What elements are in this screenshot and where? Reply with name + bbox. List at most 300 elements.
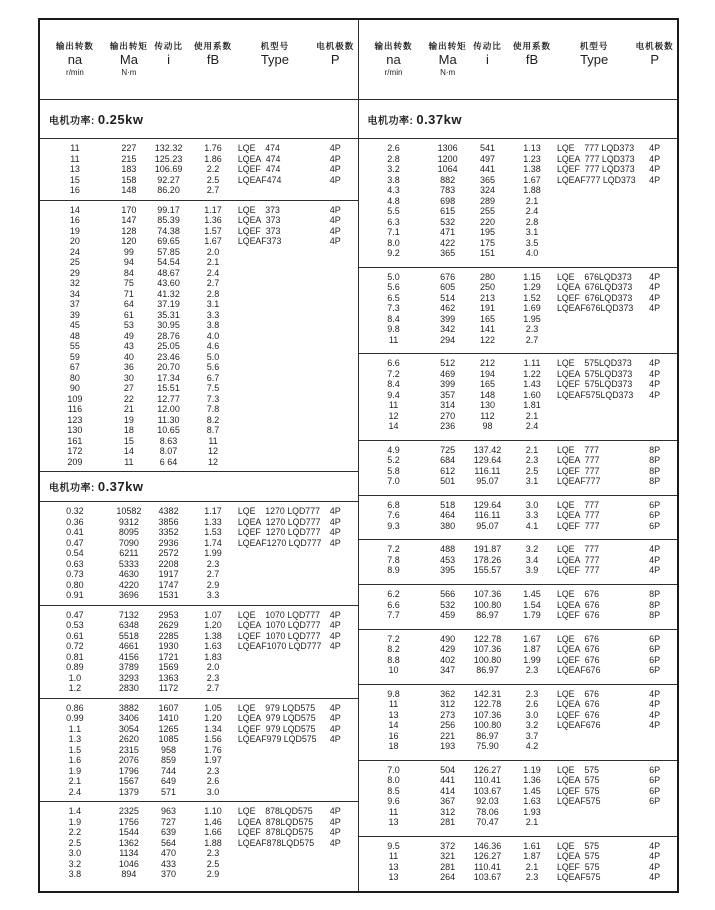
fb-cell: 1.17 [204, 506, 222, 516]
table-row [40, 838, 358, 849]
fb-cell: 1.33 [204, 516, 222, 527]
ratio-group-block [359, 630, 678, 685]
table-row [40, 662, 358, 673]
ma-cell: 40 [123, 351, 134, 362]
ratio-cell: 122 [479, 334, 495, 345]
type-cell [237, 569, 313, 580]
ma-cell: 1064 [437, 164, 458, 174]
column-header-unit: N·m [121, 68, 137, 78]
ma-cell: 1200 [437, 153, 458, 164]
na-cell: 16 [388, 730, 399, 741]
poles-cell: 4P [329, 537, 341, 548]
na-cell: 1.3 [68, 734, 82, 744]
ma-cell: 684 [440, 455, 456, 466]
ratio-cell: 74.38 [157, 225, 180, 236]
table-row [359, 455, 678, 466]
ratio-cell: 122.78 [473, 699, 502, 710]
poles-cell [313, 352, 357, 363]
fb-cell: 1.67 [523, 174, 541, 185]
table-row [359, 872, 678, 883]
na-cell: 6.6 [387, 599, 400, 610]
type-cell: LQEF 777 [556, 565, 600, 576]
column-header-symbol: na [386, 52, 401, 68]
power-rating-band [40, 472, 358, 502]
type-cell [237, 673, 313, 684]
type-cell: LQE 474 [237, 143, 280, 153]
type-cell: LQEF 777 LQD373 [556, 164, 635, 174]
na-cell: 3.8 [387, 174, 400, 185]
fb-cell: 2.1 [525, 195, 539, 206]
ratio-cell: 70.47 [476, 817, 499, 828]
na-cell: 1.4 [68, 806, 82, 816]
column-header-cn: 电机极数 [316, 40, 355, 51]
type-cell: LQEAF575 [556, 796, 601, 807]
ratio-cell: 129.64 [473, 455, 502, 466]
fb-cell: 2.3 [525, 688, 539, 699]
na-cell: 8.9 [387, 565, 400, 576]
fb-cell: 1.87 [523, 851, 541, 862]
na-cell: 0.80 [66, 579, 84, 590]
fb-cell: 1.05 [204, 702, 222, 713]
ratio-cell: 17.34 [157, 372, 180, 383]
ratio-group-block [359, 354, 678, 441]
ratio-cell: 103.67 [473, 785, 502, 796]
poles-cell: 4P [649, 368, 661, 379]
fb-cell: 1.23 [523, 153, 541, 164]
ma-cell: 321 [440, 851, 456, 862]
column-header-symbol: P [650, 52, 659, 68]
poles-cell: 8P [649, 589, 661, 600]
fb-cell: 1.60 [523, 389, 541, 400]
na-cell: 161 [67, 435, 83, 446]
ratio-cell: 107.36 [473, 589, 502, 600]
ratio-group-block [359, 139, 678, 268]
ma-cell: 347 [440, 665, 456, 676]
na-cell: 0.86 [66, 702, 84, 713]
poles-cell: 6P [649, 654, 661, 665]
table-row [40, 713, 358, 724]
ratio-cell: 116.11 [474, 510, 501, 521]
ratio-cell: 126.27 [473, 851, 502, 862]
type-cell: LQEA 1270 LQD777 [237, 516, 321, 527]
ma-cell: 605 [440, 282, 456, 293]
ma-cell: 227 [121, 143, 137, 153]
type-cell [556, 238, 632, 249]
column-header-unit [148, 68, 189, 77]
fb-cell: 2.7 [206, 683, 220, 693]
ratio-cell: 78.06 [476, 806, 499, 817]
type-cell: LQEF 575 [556, 785, 600, 796]
na-cell: 67 [69, 362, 80, 372]
type-cell: LQEAF777 [556, 476, 601, 487]
fb-cell: 2.8 [206, 288, 220, 299]
ratio-cell: 100.80 [473, 599, 502, 610]
fb-cell: 2.0 [206, 246, 220, 257]
ma-cell: 615 [440, 206, 456, 216]
na-cell: 1.9 [68, 765, 82, 776]
ratio-cell: 2936 [158, 537, 179, 548]
na-cell: 1.6 [68, 755, 82, 765]
ratio-cell: 3352 [158, 527, 179, 537]
ratio-group-block [40, 502, 358, 606]
na-cell: 12 [388, 410, 399, 421]
fb-cell: 8.2 [206, 414, 220, 425]
ratio-cell: 112 [480, 410, 495, 421]
ma-cell: 312 [440, 806, 456, 817]
poles-cell: 4P [329, 506, 341, 516]
ratio-cell: 433 [161, 858, 177, 869]
table-row [359, 282, 678, 293]
ratio-cell: 130 [479, 400, 495, 411]
power-rating-label: 电机功率: [49, 115, 95, 127]
table-row [40, 641, 358, 652]
type-cell: LQEA 777 [556, 455, 600, 466]
poles-cell: 4P [649, 271, 661, 282]
table-row [359, 445, 678, 456]
type-cell: LQEA 878LQD575 [237, 816, 314, 827]
ma-cell: 193 [440, 741, 456, 752]
fb-cell: 12 [208, 446, 219, 456]
type-cell: LQE 676 [556, 688, 599, 699]
poles-cell: 4P [649, 554, 661, 565]
ratio-cell: 1569 [158, 662, 179, 672]
ratio-group-block [40, 201, 358, 473]
type-cell: LQEA 777 LQD373 [556, 153, 635, 164]
column-header-cn: 输出转矩 [109, 40, 148, 51]
type-cell [556, 421, 632, 432]
fb-cell: 1.53 [204, 527, 222, 537]
ratio-cell: 86.97 [476, 665, 499, 676]
fb-cell: 1.45 [523, 589, 541, 600]
type-cell: LQEAF474 [237, 174, 282, 185]
poles-cell [313, 457, 357, 468]
table-row [40, 310, 358, 321]
ma-cell: 99 [123, 246, 134, 257]
poles-cell: 8P [649, 465, 661, 476]
ratio-cell: 100.80 [473, 654, 502, 665]
ratio-group-block [359, 585, 678, 630]
type-cell: LQEA 373 [237, 215, 281, 225]
ratio-cell: 116.11 [474, 465, 501, 476]
na-cell: 14 [388, 720, 399, 731]
fb-cell: 3.3 [525, 510, 539, 521]
poles-cell [313, 869, 357, 880]
column-header-p [632, 42, 677, 78]
fb-cell: 4.0 [525, 248, 539, 258]
poles-cell [632, 248, 677, 259]
type-cell [556, 324, 632, 335]
table-row [40, 175, 358, 186]
poles-cell: 4P [329, 641, 341, 651]
ma-cell: 36 [123, 362, 134, 372]
ma-cell: 462 [440, 303, 456, 314]
fb-cell: 3.2 [525, 544, 539, 555]
type-cell [556, 741, 632, 752]
table-row [359, 175, 678, 186]
type-cell [237, 548, 313, 559]
na-cell: 7.6 [387, 510, 400, 521]
column-header-cn: 输出转矩 [428, 40, 467, 51]
type-cell: LQE 676LQD373 [556, 271, 632, 282]
ratio-cell: 23.46 [157, 351, 180, 362]
table-row [40, 320, 358, 331]
table-row [40, 164, 358, 175]
table-row [40, 331, 358, 342]
ma-cell: 61 [123, 309, 134, 320]
table-row [40, 226, 358, 237]
ma-cell: 158 [121, 174, 137, 185]
type-cell [237, 425, 313, 436]
type-cell [237, 787, 313, 798]
column-header-symbol: Ma [438, 52, 457, 68]
ratio-cell: 57.85 [157, 246, 180, 257]
fb-cell: 1.34 [204, 723, 222, 734]
ratio-cell: 151 [479, 248, 495, 258]
fb-cell: 1.63 [204, 641, 222, 651]
na-cell: 109 [67, 393, 83, 404]
fb-cell: 1.38 [204, 630, 222, 641]
column-header-cn: 使用系数 [513, 40, 552, 51]
na-cell: 14 [388, 421, 399, 432]
type-cell [237, 446, 313, 457]
column-header-cn: 机型号 [260, 40, 290, 51]
ma-cell: 342 [440, 324, 456, 335]
table-row [40, 734, 358, 745]
na-cell: 6.5 [387, 292, 400, 303]
na-cell: 16 [69, 215, 80, 225]
poles-cell [632, 400, 677, 411]
ratio-cell: 571 [161, 786, 177, 797]
type-cell: LQEA 777 [556, 554, 600, 565]
table-row [359, 335, 678, 346]
ratio-cell: 441 [479, 164, 495, 174]
table-row [359, 817, 678, 828]
table-row [40, 268, 358, 279]
ratio-cell: 564 [161, 837, 177, 848]
type-cell: LQEAF979 LQD575 [237, 734, 317, 744]
ratio-cell: 727 [161, 816, 177, 827]
fb-cell: 1.38 [523, 164, 541, 174]
na-cell: 0.61 [66, 630, 84, 641]
na-cell: 11 [70, 143, 80, 153]
na-cell: 4.8 [387, 195, 400, 206]
fb-cell: 2.3 [206, 558, 220, 569]
ratio-cell: 41.32 [157, 288, 180, 299]
fb-cell: 1.69 [523, 303, 541, 314]
fb-cell: 2.7 [206, 185, 220, 195]
ma-cell: 147 [121, 215, 137, 225]
ratio-group-block [40, 139, 358, 201]
poles-cell: 8P [649, 444, 661, 455]
type-cell [556, 196, 632, 207]
type-cell: LQE 575 [556, 840, 599, 851]
power-rating-label: 电机功率: [49, 483, 95, 494]
ratio-group-block [40, 699, 358, 803]
table-row [40, 817, 358, 828]
type-cell [556, 314, 632, 325]
panel-right [359, 20, 678, 891]
table-row [40, 766, 358, 777]
fb-cell: 1.15 [523, 271, 541, 282]
ratio-cell: 2953 [158, 609, 179, 620]
fb-cell: 2.7 [206, 569, 220, 579]
column-header-cn: 机型号 [579, 40, 609, 51]
na-cell: 0.36 [66, 516, 84, 527]
type-cell: LQEAF1070 LQD777 [237, 641, 322, 651]
column-header-cn: 传动比 [154, 40, 183, 51]
ma-cell: 1567 [118, 776, 139, 786]
fb-cell: 2.3 [525, 665, 539, 676]
na-cell: 0.72 [66, 641, 84, 651]
fb-cell: 1.99 [204, 548, 222, 558]
poles-cell: 4P [329, 827, 341, 837]
ratio-cell: 103.67 [473, 872, 502, 883]
poles-cell: 4P [649, 174, 661, 185]
fb-cell: 1.95 [523, 313, 541, 324]
fb-cell: 11 [208, 435, 218, 446]
na-cell: 6.2 [387, 589, 400, 600]
ma-cell: 11 [124, 456, 134, 467]
table-row [359, 411, 678, 422]
na-cell: 9.8 [387, 324, 400, 335]
ma-cell: 2076 [118, 755, 139, 765]
na-cell: 29 [69, 267, 80, 278]
table-row [359, 369, 678, 380]
type-cell [237, 383, 313, 394]
table-row [40, 631, 358, 642]
column-header-na [40, 42, 110, 78]
ma-cell: 2830 [118, 683, 139, 693]
na-cell: 13 [69, 164, 80, 174]
table-row [359, 324, 678, 335]
table-row [359, 665, 678, 676]
ma-cell: 294 [440, 334, 456, 345]
type-cell [237, 415, 313, 426]
type-cell: LQEA 575 [556, 851, 600, 862]
na-cell: 5.5 [387, 206, 400, 216]
ma-cell: 1796 [118, 765, 139, 776]
ratio-cell: 497 [479, 153, 495, 164]
poles-cell: 4P [329, 713, 341, 723]
poles-cell: 4P [649, 720, 661, 731]
type-cell [237, 352, 313, 363]
fb-cell: 1.88 [204, 837, 222, 848]
ratio-cell: 1607 [158, 702, 179, 713]
ratio-cell: 1085 [158, 734, 179, 744]
ma-cell: 30 [123, 372, 134, 383]
na-cell: 19 [69, 225, 80, 236]
ma-cell: 532 [440, 216, 456, 227]
type-cell: LQE 575 [556, 764, 599, 775]
ma-cell: 488 [440, 544, 456, 555]
poles-cell: 8P [649, 610, 661, 621]
table-row [40, 745, 358, 756]
table-row [359, 807, 678, 818]
ratio-cell: 35.31 [157, 309, 180, 320]
ma-cell: 399 [440, 313, 456, 324]
fb-cell: 3.8 [206, 320, 220, 330]
ma-cell: 362 [440, 688, 456, 699]
column-header-cn: 输出转数 [55, 40, 94, 51]
type-cell: LQEF 575LQD373 [556, 379, 633, 390]
ma-cell: 314 [440, 400, 456, 411]
table-row [40, 652, 358, 663]
ratio-cell: 69.65 [157, 236, 180, 246]
fb-cell: 2.3 [206, 672, 220, 683]
ma-cell: 27 [123, 383, 134, 393]
poles-cell [313, 745, 357, 756]
ma-cell: 4156 [118, 651, 139, 662]
ratio-cell: 48.67 [157, 267, 180, 278]
ratio-cell: 86.97 [476, 610, 499, 621]
table-row [359, 720, 678, 731]
na-cell: 2.2 [68, 827, 82, 837]
fb-cell: 1.74 [204, 537, 222, 548]
fb-cell: 1.46 [204, 816, 222, 827]
type-cell [556, 411, 632, 422]
table-row [40, 806, 358, 817]
ma-cell: 1379 [118, 786, 139, 797]
ratio-group-block [359, 837, 678, 891]
na-cell: 8.5 [387, 785, 400, 796]
table-row [359, 600, 678, 611]
table-row [359, 775, 678, 786]
ratio-cell: 541 [479, 143, 495, 153]
ma-cell: 49 [123, 330, 134, 341]
na-cell: 59 [69, 351, 80, 362]
poles-cell: 4P [329, 164, 341, 174]
poles-cell: 4P [649, 164, 661, 174]
type-cell [237, 362, 313, 373]
ratio-cell: 195 [479, 227, 495, 237]
ratio-group-block [359, 685, 678, 761]
ratio-cell: 324 [479, 185, 495, 195]
na-cell: 0.32 [66, 506, 84, 516]
poles-cell [313, 569, 357, 580]
fb-cell: 1.13 [523, 143, 541, 153]
ma-cell: 490 [440, 633, 456, 644]
ma-cell: 18 [123, 425, 134, 435]
ma-cell: 281 [440, 817, 456, 828]
poles-cell: 8P [649, 476, 661, 487]
fb-cell: 7.5 [206, 383, 220, 393]
type-cell: LQE 1270 LQD777 [237, 506, 320, 516]
fb-cell: 4.2 [525, 741, 539, 752]
ma-cell: 3696 [118, 590, 139, 600]
na-cell: 13 [388, 872, 399, 883]
fb-cell: 2.8 [525, 216, 539, 227]
fb-cell: 3.1 [206, 299, 220, 309]
fb-cell: 2.4 [525, 421, 539, 432]
na-cell: 24 [69, 246, 80, 257]
fb-cell: 2.1 [525, 410, 539, 421]
na-cell: 5.8 [387, 465, 400, 476]
table-row [359, 500, 678, 511]
poles-cell [632, 411, 677, 422]
ma-cell: 459 [440, 610, 456, 621]
table-row [40, 236, 358, 247]
poles-cell: 6P [649, 796, 661, 807]
fb-cell: 1.76 [204, 143, 222, 153]
table-row [40, 580, 358, 591]
type-cell [237, 683, 313, 694]
fb-cell: 7.3 [206, 393, 220, 404]
ratio-cell: 191 [479, 303, 495, 314]
na-cell: 7.0 [387, 476, 400, 487]
ratio-cell: 8.63 [159, 435, 178, 446]
na-cell: 13 [388, 709, 399, 720]
fb-cell: 2.9 [206, 869, 220, 879]
